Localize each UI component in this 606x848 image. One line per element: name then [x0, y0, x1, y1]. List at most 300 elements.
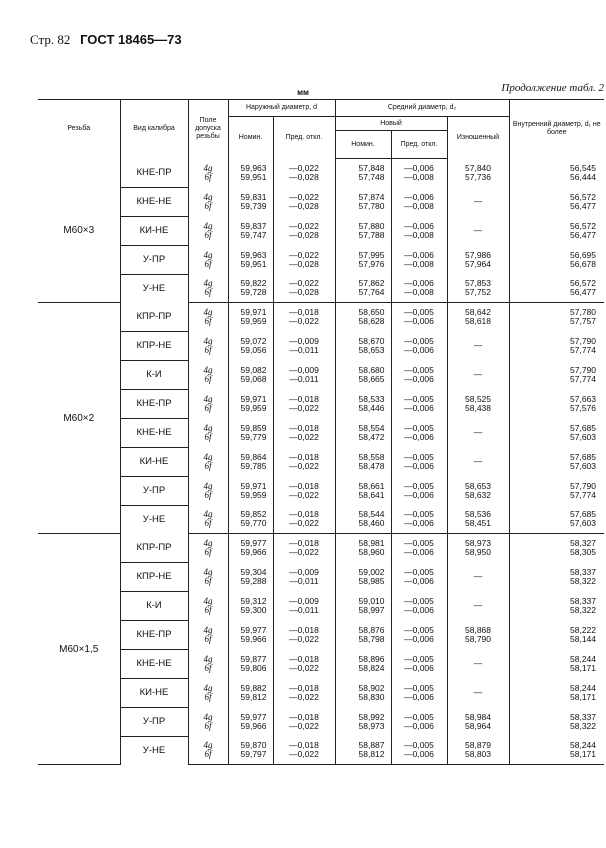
- worn-cell: [447, 360, 509, 389]
- value-line: 58,790: [465, 633, 491, 644]
- value-line: 57,685: [570, 509, 596, 519]
- value-line: —0,018: [289, 538, 319, 548]
- value-line: —0,006: [404, 604, 434, 615]
- gauge-cell: У-ПР: [120, 707, 188, 736]
- outer-nominal-cell: [228, 245, 273, 274]
- pitch-deviation-cell: [391, 418, 447, 447]
- value-line: 59,977: [240, 711, 267, 722]
- pitch-deviation-cell: [391, 591, 447, 620]
- value-line: 6f: [204, 200, 212, 211]
- value-line: 58,327: [570, 538, 596, 548]
- value-line: 58,446: [358, 402, 385, 413]
- outer-nominal-cell: [228, 216, 273, 245]
- value-line: 6f: [204, 633, 212, 644]
- value-line: 58,876: [358, 624, 385, 635]
- value-line: —0,005: [404, 566, 434, 577]
- value-line: 58,337: [570, 711, 596, 722]
- value-line: 6f: [204, 662, 212, 673]
- value-line: —0,005: [404, 682, 434, 693]
- worn-cell: [447, 447, 509, 476]
- value-line: —0,022: [289, 720, 319, 731]
- gauge-cell: КИ-НЕ: [120, 447, 188, 476]
- pitch-deviation-cell: [391, 707, 447, 736]
- value-line: 57,853: [465, 278, 491, 288]
- value-line: —0,006: [404, 431, 434, 442]
- inner-diameter-cell: [509, 360, 604, 389]
- value-line: 57,757: [570, 316, 596, 326]
- value-line: 57,964: [465, 258, 491, 269]
- value-line: —0,022: [289, 489, 319, 500]
- value-line: —0,006: [404, 220, 434, 231]
- value-line: —0,022: [289, 249, 319, 260]
- outer-nominal-cell: [228, 418, 273, 447]
- value-line: 58,985: [358, 575, 385, 586]
- table-row: [38, 534, 604, 563]
- value-line: 58,896: [358, 653, 385, 664]
- outer-nominal-cell: [228, 274, 273, 303]
- table-row: [38, 707, 604, 736]
- value-line: 58,964: [465, 720, 491, 731]
- value-line: 6f: [204, 604, 212, 615]
- value-line: —0,006: [404, 191, 434, 202]
- value-line: 58,451: [465, 518, 491, 528]
- tolerance-cell: [188, 736, 228, 765]
- value-line: 58,680: [358, 364, 385, 375]
- value-line: —0,006: [404, 278, 434, 288]
- value-line: —0,009: [289, 335, 319, 346]
- value-line: 6f: [204, 402, 212, 413]
- pitch-nominal-cell: [335, 620, 391, 649]
- gauge-cell: КПР-НЕ: [120, 562, 188, 591]
- value-line: 58,973: [465, 538, 491, 548]
- value-line: 58,653: [358, 344, 385, 355]
- inner-diameter-cell: [509, 591, 604, 620]
- value-line: 58,171: [570, 691, 596, 702]
- col-outer-diameter: Наружный диаметр, d: [228, 100, 335, 117]
- value-line: 59,785: [240, 460, 267, 471]
- inner-diameter-cell: [509, 159, 604, 188]
- value-line: —0,005: [404, 653, 434, 664]
- outer-nominal-cell: [228, 159, 273, 188]
- inner-diameter-cell: [509, 707, 604, 736]
- value-line: 57,603: [570, 431, 596, 442]
- value-line: 58,992: [358, 711, 385, 722]
- value-line: —0,006: [404, 316, 434, 326]
- value-line: 59,822: [240, 278, 267, 288]
- worn-cell: [447, 187, 509, 216]
- pitch-nominal-cell: [335, 216, 391, 245]
- table-row: [38, 591, 604, 620]
- value-line: 57,874: [358, 191, 385, 202]
- value-line: 57,780: [570, 307, 596, 317]
- value-line: 4g: [203, 624, 213, 635]
- outer-nominal-cell: [228, 360, 273, 389]
- value-line: 58,879: [465, 740, 491, 750]
- value-line: —0,011: [289, 575, 319, 586]
- value-line: 6f: [204, 691, 212, 702]
- tolerance-cell: [188, 187, 228, 216]
- value-line: 6f: [204, 518, 212, 528]
- outer-deviation-cell: [273, 562, 335, 591]
- table-row: [38, 331, 604, 360]
- outer-nominal-cell: [228, 303, 273, 332]
- table-row: [38, 649, 604, 678]
- value-line: 59,977: [240, 538, 267, 548]
- worn-cell: [447, 159, 509, 188]
- worn-cell: [447, 389, 509, 418]
- value-line: —0,005: [404, 335, 434, 346]
- value-line: 57,603: [570, 460, 596, 471]
- value-line: 4g: [203, 191, 213, 202]
- outer-deviation-cell: [273, 736, 335, 765]
- gauge-cell: КНЕ-НЕ: [120, 418, 188, 447]
- value-line: —: [473, 196, 483, 206]
- value-line: 59,747: [240, 229, 267, 240]
- outer-deviation-cell: [273, 476, 335, 505]
- thread-cell: М60×2: [38, 303, 120, 534]
- outer-deviation-cell: [273, 620, 335, 649]
- value-line: 4g: [203, 653, 213, 664]
- value-line: 59,951: [240, 171, 267, 182]
- value-line: 56,572: [570, 191, 596, 202]
- value-line: —0,005: [404, 509, 434, 519]
- value-line: 59,959: [240, 316, 267, 326]
- outer-deviation-cell: [273, 331, 335, 360]
- value-line: —0,006: [404, 373, 434, 384]
- value-line: —0,005: [404, 393, 434, 404]
- gauge-cell: КНЕ-НЕ: [120, 649, 188, 678]
- value-line: —0,006: [404, 749, 434, 759]
- tolerance-cell: [188, 245, 228, 274]
- value-line: 57,995: [358, 249, 385, 260]
- value-line: —0,022: [289, 633, 319, 644]
- table-row: [38, 159, 604, 188]
- pitch-deviation-cell: [391, 534, 447, 563]
- value-line: 56,477: [570, 229, 596, 240]
- tolerance-cell: [188, 678, 228, 707]
- value-line: 59,806: [240, 662, 267, 673]
- pitch-deviation-cell: [391, 360, 447, 389]
- col-thread: Резьба: [38, 100, 120, 159]
- outer-deviation-cell: [273, 216, 335, 245]
- value-line: 58,478: [358, 460, 385, 471]
- value-line: —: [473, 427, 483, 437]
- value-line: 4g: [203, 220, 213, 231]
- page-number: Стр. 82: [30, 32, 71, 47]
- col-pitch-deviation: Пред. откл.: [391, 131, 447, 159]
- value-line: —0,005: [404, 480, 434, 491]
- value-line: 58,803: [465, 749, 491, 759]
- value-line: —0,005: [404, 451, 434, 462]
- value-line: 57,862: [358, 278, 385, 288]
- value-line: 59,002: [358, 566, 385, 577]
- value-line: 4g: [203, 595, 213, 606]
- value-line: 58,653: [465, 480, 491, 491]
- value-line: —0,005: [404, 595, 434, 606]
- inner-diameter-cell: [509, 678, 604, 707]
- thread-cell: М60×1,5: [38, 534, 120, 765]
- value-line: 57,790: [570, 335, 596, 346]
- value-line: —0,018: [289, 682, 319, 693]
- gauge-cell: КПР-ПР: [120, 534, 188, 563]
- value-line: 57,976: [358, 258, 385, 269]
- table-row: [38, 389, 604, 418]
- value-line: —0,022: [289, 691, 319, 702]
- value-line: 6f: [204, 171, 212, 182]
- inner-diameter-cell: [509, 649, 604, 678]
- outer-nominal-cell: [228, 389, 273, 418]
- tolerance-cell: [188, 216, 228, 245]
- value-line: 57,986: [465, 249, 491, 260]
- value-line: —0,006: [404, 460, 434, 471]
- value-line: 59,966: [240, 547, 267, 557]
- pitch-deviation-cell: [391, 505, 447, 534]
- value-line: 4g: [203, 451, 213, 462]
- col-outer-nominal: Номин.: [228, 117, 273, 159]
- outer-deviation-cell: [273, 274, 335, 303]
- value-line: 57,748: [358, 172, 385, 182]
- pitch-nominal-cell: [335, 707, 391, 736]
- value-line: —0,022: [289, 662, 319, 673]
- value-line: —0,005: [404, 624, 434, 635]
- value-line: 58,337: [570, 566, 596, 577]
- pitch-deviation-cell: [391, 331, 447, 360]
- table-row: [38, 447, 604, 476]
- value-line: —0,022: [289, 278, 319, 288]
- value-line: 59,966: [240, 633, 267, 644]
- pitch-nominal-cell: [335, 389, 391, 418]
- value-line: 59,312: [240, 595, 267, 606]
- tolerance-cell: [188, 331, 228, 360]
- pitch-nominal-cell: [335, 331, 391, 360]
- value-line: —0,018: [289, 393, 319, 404]
- value-line: —0,028: [289, 258, 319, 269]
- value-line: 59,959: [240, 489, 267, 500]
- tolerance-cell: [188, 620, 228, 649]
- value-line: —0,022: [289, 220, 319, 231]
- value-line: 58,171: [570, 662, 596, 673]
- value-line: 56,695: [570, 249, 596, 260]
- col-gauge: Вид калибра: [120, 100, 188, 159]
- value-line: —0,005: [404, 538, 434, 548]
- pitch-nominal-cell: [335, 274, 391, 303]
- value-line: 59,977: [240, 624, 267, 635]
- outer-deviation-cell: [273, 707, 335, 736]
- value-line: 59,288: [240, 575, 267, 586]
- value-line: 56,572: [570, 220, 596, 231]
- tolerance-cell: [188, 389, 228, 418]
- value-line: 57,880: [358, 220, 385, 231]
- value-line: —0,006: [404, 249, 434, 260]
- value-line: 58,460: [358, 518, 385, 528]
- gauge-cell: У-НЕ: [120, 274, 188, 303]
- value-line: —0,008: [404, 200, 434, 211]
- value-line: 58,322: [570, 720, 596, 731]
- outer-deviation-cell: [273, 591, 335, 620]
- value-line: —0,018: [289, 451, 319, 462]
- value-line: 59,864: [240, 451, 267, 462]
- inner-diameter-cell: [509, 274, 604, 303]
- inner-diameter-cell: [509, 447, 604, 476]
- value-line: 59,882: [240, 682, 267, 693]
- col-worn: Изношенный: [447, 117, 509, 159]
- value-line: 59,779: [240, 431, 267, 442]
- value-line: 58,824: [358, 662, 385, 673]
- pitch-nominal-cell: [335, 245, 391, 274]
- value-line: 4g: [203, 711, 213, 722]
- value-line: 58,244: [570, 653, 596, 664]
- value-line: —: [473, 369, 483, 379]
- tolerance-cell: [188, 447, 228, 476]
- table-row: [38, 562, 604, 591]
- table-body: [38, 159, 604, 765]
- value-line: 59,812: [240, 691, 267, 702]
- value-line: 4g: [203, 393, 213, 404]
- value-line: 57,764: [358, 287, 385, 297]
- value-line: 59,837: [240, 220, 267, 231]
- pitch-deviation-cell: [391, 562, 447, 591]
- gauge-cell: КНЕ-ПР: [120, 159, 188, 188]
- value-line: 6f: [204, 316, 212, 326]
- value-line: 56,678: [570, 258, 596, 269]
- value-line: 58,981: [358, 538, 385, 548]
- outer-deviation-cell: [273, 678, 335, 707]
- outer-deviation-cell: [273, 389, 335, 418]
- value-line: 4g: [203, 422, 213, 433]
- value-line: 6f: [204, 229, 212, 240]
- value-line: —: [473, 571, 483, 581]
- tolerance-cell: [188, 360, 228, 389]
- tolerance-cell: [188, 505, 228, 534]
- value-line: —0,022: [289, 316, 319, 326]
- value-line: 58,558: [358, 451, 385, 462]
- pitch-nominal-cell: [335, 187, 391, 216]
- value-line: 6f: [204, 749, 212, 759]
- value-line: 4g: [203, 249, 213, 260]
- outer-deviation-cell: [273, 245, 335, 274]
- value-line: 59,082: [240, 364, 267, 375]
- value-line: 58,222: [570, 624, 596, 635]
- value-line: 58,244: [570, 740, 596, 750]
- value-line: 58,171: [570, 749, 596, 759]
- value-line: —0,022: [289, 431, 319, 442]
- value-line: —0,018: [289, 653, 319, 664]
- thread-gauge-table: [38, 99, 604, 765]
- value-line: —0,009: [289, 364, 319, 375]
- value-line: 58,618: [465, 316, 491, 326]
- pitch-nominal-cell: [335, 505, 391, 534]
- standard-number: ГОСТ 18465—73: [80, 32, 182, 47]
- col-pitch-nominal: Номин.: [335, 131, 391, 159]
- value-line: 4g: [203, 682, 213, 693]
- value-line: 58,950: [465, 547, 491, 557]
- value-line: —: [473, 225, 483, 235]
- value-line: 4g: [203, 480, 213, 491]
- value-line: 58,525: [465, 393, 491, 404]
- inner-diameter-cell: [509, 620, 604, 649]
- value-line: 4g: [203, 509, 213, 519]
- value-line: 57,840: [465, 162, 491, 173]
- value-line: 58,830: [358, 691, 385, 702]
- pitch-deviation-cell: [391, 216, 447, 245]
- inner-diameter-cell: [509, 187, 604, 216]
- pitch-deviation-cell: [391, 389, 447, 418]
- worn-cell: [447, 303, 509, 332]
- gauge-cell: К-И: [120, 591, 188, 620]
- outer-deviation-cell: [273, 303, 335, 332]
- value-line: 4g: [203, 364, 213, 375]
- pitch-deviation-cell: [391, 303, 447, 332]
- value-line: 59,870: [240, 740, 267, 750]
- gauge-cell: У-НЕ: [120, 505, 188, 534]
- value-line: —: [473, 340, 483, 350]
- tolerance-cell: [188, 707, 228, 736]
- worn-cell: [447, 274, 509, 303]
- value-line: 4g: [203, 162, 213, 173]
- gauge-cell: У-НЕ: [120, 736, 188, 765]
- value-line: 58,554: [358, 422, 385, 433]
- inner-diameter-cell: [509, 331, 604, 360]
- pitch-deviation-cell: [391, 678, 447, 707]
- worn-cell: [447, 736, 509, 765]
- value-line: 58,632: [465, 489, 491, 500]
- value-line: 57,774: [570, 489, 596, 500]
- value-line: —0,011: [289, 344, 319, 355]
- value-line: —0,009: [289, 566, 319, 577]
- tolerance-cell: [188, 562, 228, 591]
- continuation-label: Продолжение табл. 2: [501, 82, 604, 94]
- col-new: Новый: [335, 117, 447, 131]
- pitch-nominal-cell: [335, 303, 391, 332]
- worn-cell: [447, 476, 509, 505]
- outer-nominal-cell: [228, 736, 273, 765]
- value-line: 58,438: [465, 402, 491, 413]
- value-line: 58,337: [570, 595, 596, 606]
- value-line: —0,008: [404, 229, 434, 240]
- value-line: 58,798: [358, 633, 385, 644]
- outer-deviation-cell: [273, 447, 335, 476]
- pitch-deviation-cell: [391, 187, 447, 216]
- value-line: —0,028: [289, 171, 319, 182]
- inner-diameter-cell: [509, 736, 604, 765]
- pitch-nominal-cell: [335, 562, 391, 591]
- pitch-nominal-cell: [335, 418, 391, 447]
- worn-cell: [447, 591, 509, 620]
- value-line: 4g: [203, 307, 213, 317]
- value-line: 57,790: [570, 480, 596, 491]
- value-line: 6f: [204, 373, 212, 384]
- outer-nominal-cell: [228, 562, 273, 591]
- value-line: 58,973: [358, 720, 385, 731]
- value-line: —: [473, 658, 483, 668]
- gauge-cell: КНЕ-ПР: [120, 620, 188, 649]
- value-line: 59,963: [240, 249, 267, 260]
- value-line: —0,008: [404, 172, 434, 182]
- value-line: —0,006: [404, 518, 434, 528]
- value-line: 59,959: [240, 402, 267, 413]
- value-line: 6f: [204, 489, 212, 500]
- value-line: 59,971: [240, 307, 267, 317]
- pitch-nominal-cell: [335, 534, 391, 563]
- table-row: [38, 187, 604, 216]
- outer-nominal-cell: [228, 620, 273, 649]
- value-line: 58,997: [358, 604, 385, 615]
- value-line: 4g: [203, 740, 213, 750]
- value-line: 59,971: [240, 480, 267, 491]
- inner-diameter-cell: [509, 303, 604, 332]
- value-line: 57,780: [358, 200, 385, 211]
- value-line: —0,006: [404, 691, 434, 702]
